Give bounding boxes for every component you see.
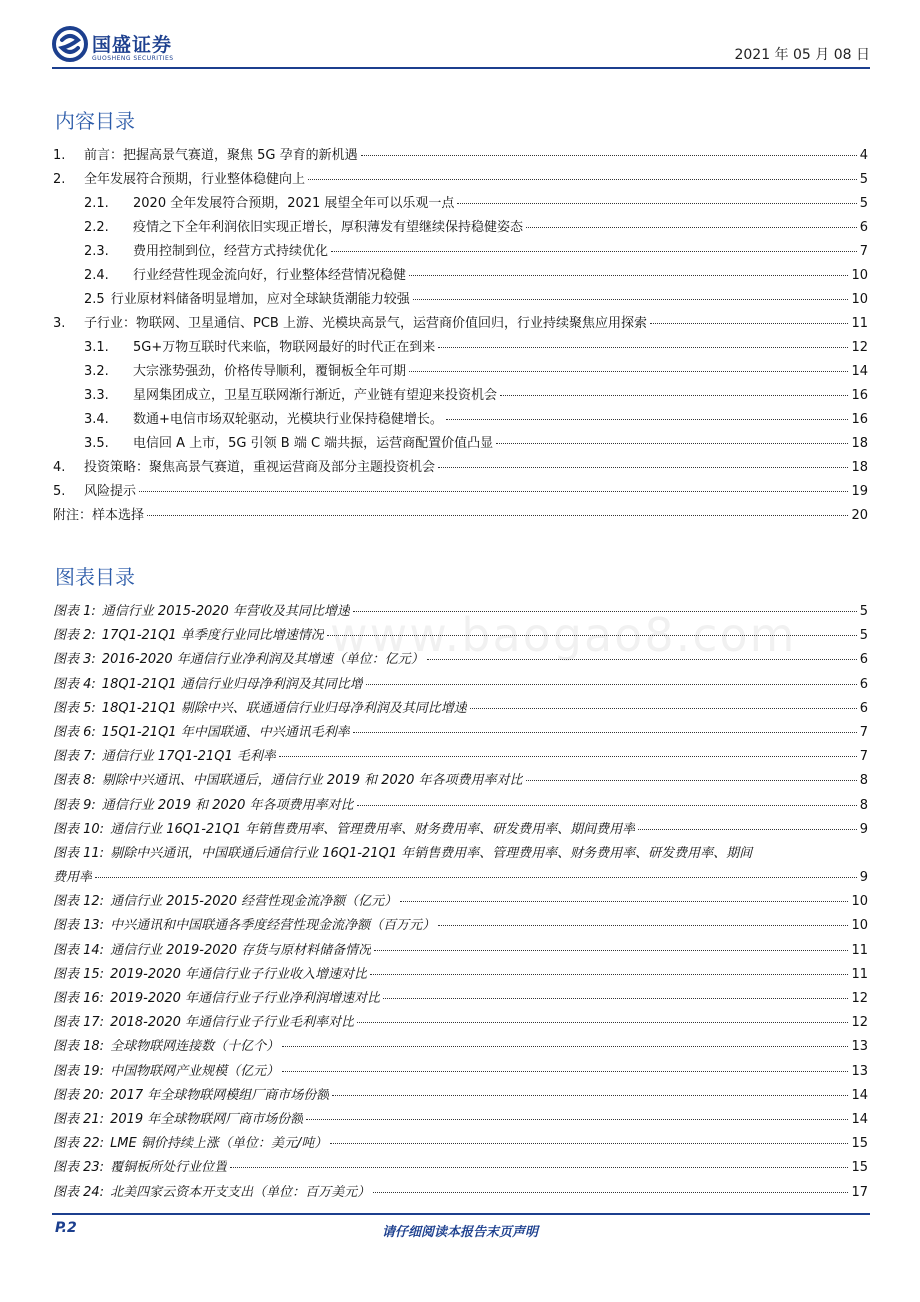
toc-entry-number: 3. xyxy=(53,316,66,331)
figure-entry-title: 北美四家云资本开支支出（单位：百万美元） xyxy=(110,1184,371,1200)
figure-entry-title: 中国物联网产业规模（亿元） xyxy=(110,1063,280,1079)
figure-entry-title: 通信行业 17Q1-21Q1 毛利率 xyxy=(101,749,276,765)
figure-entry-label: 图表 21: xyxy=(53,1111,105,1127)
figure-entry[interactable] xyxy=(53,1132,868,1156)
company-name-cn: 国盛证券 xyxy=(92,34,173,56)
toc-entry-number: 3.1. xyxy=(84,340,109,355)
figure-entry-title: 通信行业 16Q1-21Q1 年销售费用率、管理费用率、财务费用率、研发费用率、期间费用率 xyxy=(110,821,636,837)
logo-mark-icon xyxy=(52,26,88,62)
toc-entry-number: 3.3. xyxy=(84,388,109,403)
toc-entry-number: 2.4. xyxy=(84,268,109,283)
toc-entry-page: 4 xyxy=(859,148,868,163)
figure-entry[interactable] xyxy=(53,721,868,745)
figure-entry[interactable] xyxy=(53,794,868,818)
toc-entry[interactable] xyxy=(53,288,868,312)
figure-entry-page: 7 xyxy=(859,749,868,765)
dot-leader xyxy=(279,756,857,757)
figure-entry-page: 6 xyxy=(859,700,868,716)
figure-entry-label: 图表 10: xyxy=(53,821,105,837)
figure-entry[interactable] xyxy=(53,1035,868,1059)
dot-leader xyxy=(470,708,857,709)
figure-entry-title: 2018-2020 年通信行业子行业毛利率对比 xyxy=(110,1015,355,1031)
figure-entry-page: 14 xyxy=(851,1111,868,1127)
figure-entry-page: 10 xyxy=(851,918,868,934)
toc-entry-page: 20 xyxy=(851,508,868,523)
figure-entry-label: 图表 6: xyxy=(53,724,96,740)
figure-entry[interactable] xyxy=(53,939,868,963)
figure-entry-label: 图表 23: xyxy=(53,1160,105,1176)
toc-heading: 内容目录 xyxy=(55,109,135,133)
figure-entry[interactable] xyxy=(53,1011,868,1035)
figure-entry-title: 2019 年全球物联网厂商市场份额 xyxy=(110,1111,304,1127)
figure-entry-title: 18Q1-21Q1 剔除中兴、联通通信行业归母净利润及其同比增速 xyxy=(101,700,467,716)
figure-entry-label: 图表 3: xyxy=(53,652,96,668)
toc-entry-page: 14 xyxy=(851,364,868,379)
figure-entry-title: 2017 年全球物联网模组厂商市场份额 xyxy=(110,1087,330,1103)
toc-entry[interactable] xyxy=(53,216,868,240)
dot-leader xyxy=(413,299,849,300)
figure-entry-title: 中兴通讯和中国联通各季度经营性现金流净额（百万元） xyxy=(110,918,436,934)
figure-entry-label: 图表 13: xyxy=(53,918,105,934)
figure-entry-page: 6 xyxy=(859,676,868,692)
dot-leader xyxy=(638,829,857,830)
toc-entry-number: 1. xyxy=(53,148,66,163)
figure-entry-title: 18Q1-21Q1 通信行业归母净利润及其同比增 xyxy=(101,676,363,692)
toc-entry-title: 全年发展符合预期，行业整体稳健向上 xyxy=(84,172,306,187)
toc-entry[interactable] xyxy=(53,456,868,480)
toc-entry-page: 5 xyxy=(859,196,868,211)
figure-entry-label: 图表 24: xyxy=(53,1184,105,1200)
watermark: www.baogao8.com xyxy=(330,608,797,662)
toc-entry-page: 16 xyxy=(851,388,868,403)
figure-entry-label: 图表 2: xyxy=(53,628,96,644)
figure-entry-label: 图表 12: xyxy=(53,894,105,910)
header-divider xyxy=(52,67,870,69)
figure-entry[interactable] xyxy=(53,648,868,672)
figure-entry-label: 图表 19: xyxy=(53,1063,105,1079)
toc-entry[interactable] xyxy=(53,312,868,336)
toc-entry-title: 风险提示 xyxy=(84,484,137,499)
figure-entry-title: 通信行业 2015-2020 经营性现金流净额（亿元） xyxy=(110,894,398,910)
figure-entry-title: 剔除中兴通讯、中国联通后，通信行业 2019 和 2020 年各项费用率对比 xyxy=(101,773,523,789)
figure-entry-label: 图表 4: xyxy=(53,676,96,692)
dot-leader xyxy=(400,901,848,902)
toc-entry[interactable] xyxy=(53,264,868,288)
figure-entry-title: 全球物联网连接数（十亿个） xyxy=(110,1039,280,1055)
toc-entry-page: 12 xyxy=(851,340,868,355)
toc-entry-title: 费用控制到位，经营方式持续优化 xyxy=(133,244,329,259)
figure-entry-title: 剔除中兴通讯，中国联通后通信行业 16Q1-21Q1 年销售费用率、管理费用率、财务费用率、研发费用率、期间 xyxy=(110,845,753,861)
figure-entry-title-cont: 费用率 xyxy=(53,870,93,886)
footer-disclaimer: 请仔细阅读本报告末页声明 xyxy=(381,1225,538,1240)
dot-leader xyxy=(306,1119,848,1120)
dot-leader xyxy=(139,491,848,492)
figure-entry[interactable] xyxy=(53,624,868,648)
figure-entry[interactable] xyxy=(53,600,868,624)
toc-entry[interactable] xyxy=(53,240,868,264)
dot-leader xyxy=(427,659,857,660)
toc-entry-number: 4. xyxy=(53,460,66,475)
toc-entry[interactable] xyxy=(53,168,868,192)
toc-entry-number: 3.4. xyxy=(84,412,109,427)
figure-entry-label: 图表 5: xyxy=(53,700,96,716)
figure-entry-title: 通信行业 2015-2020 年营收及其同比增速 xyxy=(101,604,350,619)
figure-entry[interactable] xyxy=(53,1060,868,1084)
figure-entry[interactable] xyxy=(53,1084,868,1108)
dot-leader xyxy=(438,347,848,348)
figure-entry[interactable] xyxy=(53,697,868,721)
figure-entry-title: 2019-2020 年通信行业子行业收入增速对比 xyxy=(110,966,368,982)
figure-entry-label: 图表 11: xyxy=(53,845,105,861)
figure-list xyxy=(53,600,868,1205)
figure-entry-page: 11 xyxy=(851,966,868,982)
figure-entry-label: 图表 7: xyxy=(53,749,96,765)
figure-entry[interactable] xyxy=(53,963,868,987)
toc-entry-title: 子行业：物联网、卫星通信、PCB 上游、光模块高景气，运营商价值回归，行业持续聚焦应用探索 xyxy=(84,316,647,331)
figure-entry-title: 通信行业 2019-2020 存货与原材料储备情况 xyxy=(110,942,372,958)
figure-entry[interactable] xyxy=(53,745,868,769)
figure-entry-page: 9 xyxy=(859,870,868,886)
figure-entry-page: 14 xyxy=(851,1087,868,1103)
toc-list xyxy=(53,144,868,528)
dot-leader xyxy=(331,251,857,252)
toc-entry-number: 2. xyxy=(53,172,66,187)
toc-entry-page: 16 xyxy=(851,412,868,427)
dot-leader xyxy=(650,323,848,324)
dot-leader xyxy=(438,467,848,468)
toc-entry[interactable] xyxy=(53,504,868,528)
toc-entry-title: 2020 全年发展符合预期，2021 展望全年可以乐观一点 xyxy=(133,196,455,211)
dot-leader xyxy=(327,635,857,636)
figure-entry-label: 图表 18: xyxy=(53,1039,105,1055)
dot-leader xyxy=(457,203,856,204)
toc-entry-page: 10 xyxy=(851,292,868,307)
figure-entry[interactable] xyxy=(53,987,868,1011)
figure-entry[interactable] xyxy=(53,914,868,938)
footer-divider xyxy=(52,1213,870,1215)
toc-entry-title: 疫情之下全年利润依旧实现正增长，厚积薄发有望继续保持稳健姿态 xyxy=(133,220,524,235)
dot-leader xyxy=(366,684,857,685)
figure-entry-title: 2016-2020 年通信行业净利润及其增速（单位：亿元） xyxy=(101,652,424,668)
toc-entry-number: 5. xyxy=(53,484,66,499)
dot-leader xyxy=(374,950,848,951)
dot-leader xyxy=(370,974,848,975)
figure-entry[interactable] xyxy=(53,1181,868,1205)
dot-leader xyxy=(496,443,848,444)
dot-leader xyxy=(330,1143,848,1144)
dot-leader xyxy=(373,1192,848,1193)
figure-entry-continued[interactable] xyxy=(53,866,868,890)
toc-entry-page: 7 xyxy=(859,244,868,259)
figure-list-heading: 图表目录 xyxy=(55,565,135,589)
dot-leader xyxy=(361,155,857,156)
dot-leader xyxy=(230,1167,848,1168)
figure-entry[interactable] xyxy=(53,890,868,914)
figure-entry-title: 17Q1-21Q1 单季度行业同比增速情况 xyxy=(101,628,324,644)
dot-leader xyxy=(95,877,857,878)
figure-entry-label: 图表 17: xyxy=(53,1015,105,1031)
dot-leader xyxy=(353,611,857,612)
toc-entry-page: 19 xyxy=(851,484,868,499)
toc-entry-page: 5 xyxy=(859,172,868,187)
toc-entry-number: 2.5 xyxy=(84,292,105,307)
figure-entry-page: 7 xyxy=(859,724,868,740)
figure-entry-page: 5 xyxy=(859,628,868,644)
dot-leader xyxy=(332,1095,848,1096)
toc-entry[interactable] xyxy=(53,432,868,456)
figure-entry-label: 图表 15: xyxy=(53,966,105,982)
figure-entry-label: 图表 22: xyxy=(53,1136,105,1152)
figure-entry-label: 图表 1: xyxy=(53,604,96,619)
figure-entry-page: 8 xyxy=(859,797,868,813)
toc-entry[interactable] xyxy=(53,192,868,216)
dot-leader xyxy=(446,419,849,420)
toc-entry[interactable] xyxy=(53,360,868,384)
toc-entry-title: 电信回 A 上市，5G 引领 B 端 C 端共振，运营商配置价值凸显 xyxy=(133,436,494,451)
figure-entry-title: 15Q1-21Q1 年中国联通、中兴通讯毛利率 xyxy=(101,724,350,740)
figure-entry[interactable] xyxy=(53,818,868,842)
dot-leader xyxy=(308,179,857,180)
toc-entry-number: 附注： xyxy=(53,508,93,523)
figure-entry-page: 9 xyxy=(859,821,868,837)
company-logo xyxy=(52,26,212,66)
figure-entry-page: 12 xyxy=(851,1015,868,1031)
toc-entry-number: 2.3. xyxy=(84,244,109,259)
toc-entry-title: 数通+电信市场双轮驱动，光模块行业保持稳健增长。 xyxy=(133,412,443,427)
figure-entry-label: 图表 14: xyxy=(53,942,105,958)
dot-leader xyxy=(357,1022,848,1023)
figure-entry-page: 11 xyxy=(851,942,868,958)
toc-entry[interactable] xyxy=(53,408,868,432)
toc-entry[interactable] xyxy=(53,144,868,168)
dot-leader xyxy=(383,998,848,999)
figure-entry[interactable] xyxy=(53,769,868,793)
figure-entry-page: 15 xyxy=(851,1160,868,1176)
toc-entry-title: 样本选择 xyxy=(92,508,145,523)
figure-entry-title: LME 铜价持续上涨（单位：美元/吨） xyxy=(110,1136,328,1152)
company-name-en: GUOSHENG SECURITIES xyxy=(92,55,174,62)
toc-entry-number: 3.5. xyxy=(84,436,109,451)
figure-entry-label: 图表 16: xyxy=(53,991,105,1006)
toc-entry-title: 星网集团成立，卫星互联网渐行渐近，产业链有望迎来投资机会 xyxy=(133,388,498,403)
figure-entry-page: 8 xyxy=(859,773,868,789)
toc-entry-page: 6 xyxy=(859,220,868,235)
figure-entry-label: 图表 8: xyxy=(53,773,96,789)
toc-entry-page: 18 xyxy=(851,460,868,475)
dot-leader xyxy=(409,275,848,276)
toc-entry-number: 2.1. xyxy=(84,196,109,211)
figure-entry-title: 覆铜板所处行业位置 xyxy=(110,1160,228,1176)
dot-leader xyxy=(353,732,857,733)
figure-entry-page: 12 xyxy=(851,991,868,1006)
toc-entry-title: 大宗涨势强劲，价格传导顺利，覆铜板全年可期 xyxy=(133,364,407,379)
toc-entry-title: 前言：把握高景气赛道，聚焦 5G 孕育的新机遇 xyxy=(84,148,358,163)
figure-entry-page: 13 xyxy=(851,1063,868,1079)
figure-entry[interactable] xyxy=(53,842,868,866)
toc-entry-title: 5G+万物互联时代来临，物联网最好的时代正在到来 xyxy=(133,340,436,355)
toc-entry-page: 10 xyxy=(851,268,868,283)
toc-entry-title: 行业经营性现金流向好，行业整体经营情况稳健 xyxy=(133,268,407,283)
figure-entry[interactable] xyxy=(53,1108,868,1132)
dot-leader xyxy=(282,1071,848,1072)
page-header xyxy=(52,22,870,68)
dot-leader xyxy=(282,1046,848,1047)
toc-entry-number: 2.2. xyxy=(84,220,109,235)
dot-leader xyxy=(409,371,848,372)
figure-entry-title: 通信行业 2019 和 2020 年各项费用率对比 xyxy=(101,797,354,813)
dot-leader xyxy=(438,925,848,926)
figure-entry[interactable] xyxy=(53,1156,868,1180)
figure-entry-label: 图表 9: xyxy=(53,797,96,813)
dot-leader xyxy=(357,805,857,806)
toc-entry-title: 行业原材料储备明显增加，应对全球缺货潮能力较强 xyxy=(110,292,410,307)
toc-entry[interactable] xyxy=(53,384,868,408)
figure-entry-page: 15 xyxy=(851,1136,868,1152)
dot-leader xyxy=(526,780,857,781)
page-number: P.2 xyxy=(55,1220,77,1236)
toc-entry-number: 3.2. xyxy=(84,364,109,379)
dot-leader xyxy=(147,515,848,516)
figure-entry-page: 13 xyxy=(851,1039,868,1055)
toc-entry-title: 投资策略：聚焦高景气赛道，重视运营商及部分主题投资机会 xyxy=(84,460,436,475)
figure-entry-page: 6 xyxy=(859,652,868,668)
toc-entry[interactable] xyxy=(53,336,868,360)
toc-entry-page: 18 xyxy=(851,436,868,451)
dot-leader xyxy=(500,395,848,396)
toc-entry[interactable] xyxy=(53,480,868,504)
figure-entry[interactable] xyxy=(53,673,868,697)
figure-entry-page: 5 xyxy=(859,604,868,619)
figure-entry-label: 图表 20: xyxy=(53,1087,105,1103)
figure-entry-title: 2019-2020 年通信行业子行业净利润增速对比 xyxy=(110,991,381,1006)
toc-entry-page: 11 xyxy=(851,316,868,331)
figure-entry-page: 10 xyxy=(851,894,868,910)
dot-leader xyxy=(526,227,857,228)
report-date: 2021 年 05 月 08 日 xyxy=(734,47,870,63)
figure-entry-page: 17 xyxy=(851,1184,868,1200)
